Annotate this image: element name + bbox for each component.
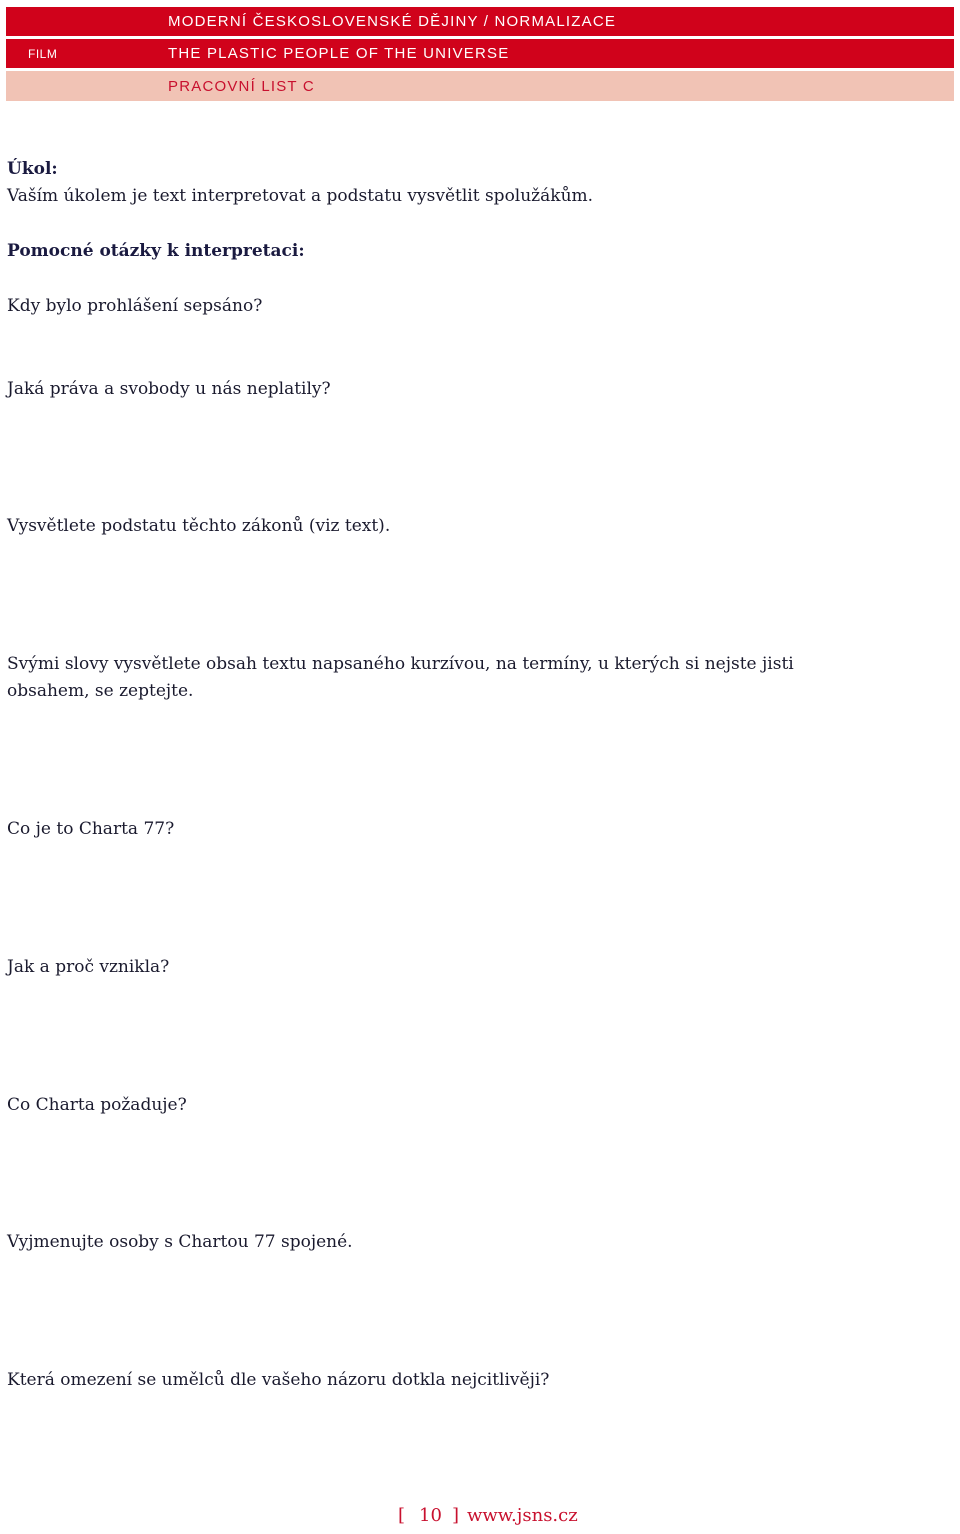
question-5: Co je to Charta 77? (7, 819, 175, 839)
question-7: Co Charta požaduje? (7, 1095, 187, 1115)
question-1: Kdy bylo prohlášení sepsáno? (7, 296, 263, 316)
question-8: Vyjmenujte osoby s Chartou 77 spojené. (7, 1232, 353, 1252)
page-header (6, 7, 954, 104)
film-title: THE PLASTIC PEOPLE OF THE UNIVERSE (168, 45, 510, 62)
series-bar (6, 7, 954, 36)
page-footer (398, 1505, 578, 1526)
helper-heading: Pomocné otázky k interpretaci: (7, 241, 305, 261)
bracket-close: ] (451, 1505, 459, 1526)
series-title: MODERNÍ ČESKOSLOVENSKÉ DĚJINY / NORMALIZACE (168, 13, 617, 30)
task-heading: Úkol: (7, 159, 58, 179)
task-text: Vaším úkolem je text interpretovat a podstatu vysvětlit spolužákům. (7, 186, 594, 206)
bracket-open: [ (398, 1505, 406, 1526)
question-6: Jak a proč vznikla? (7, 957, 170, 977)
question-2: Jaká práva a svobody u nás neplatily? (7, 379, 331, 399)
worksheet-title: PRACOVNÍ LIST C (168, 78, 315, 95)
section-label: FILM (28, 47, 58, 61)
question-9: Která omezení se umělců dle vašeho názoru dotkla nejcitlivěji? (7, 1370, 550, 1390)
film-bar (6, 39, 954, 68)
worksheet-bar (6, 71, 954, 101)
page-number: 10 (419, 1505, 442, 1526)
question-4: Svými slovy vysvětlete obsah textu napsaného kurzívou, na termíny, u kterých si nejste jisti obsahem, se zeptejte. (7, 654, 794, 701)
question-3: Vysvětlete podstatu těchto zákonů (viz text). (7, 516, 391, 536)
footer-url-link[interactable]: www.jsns.cz (466, 1505, 578, 1526)
